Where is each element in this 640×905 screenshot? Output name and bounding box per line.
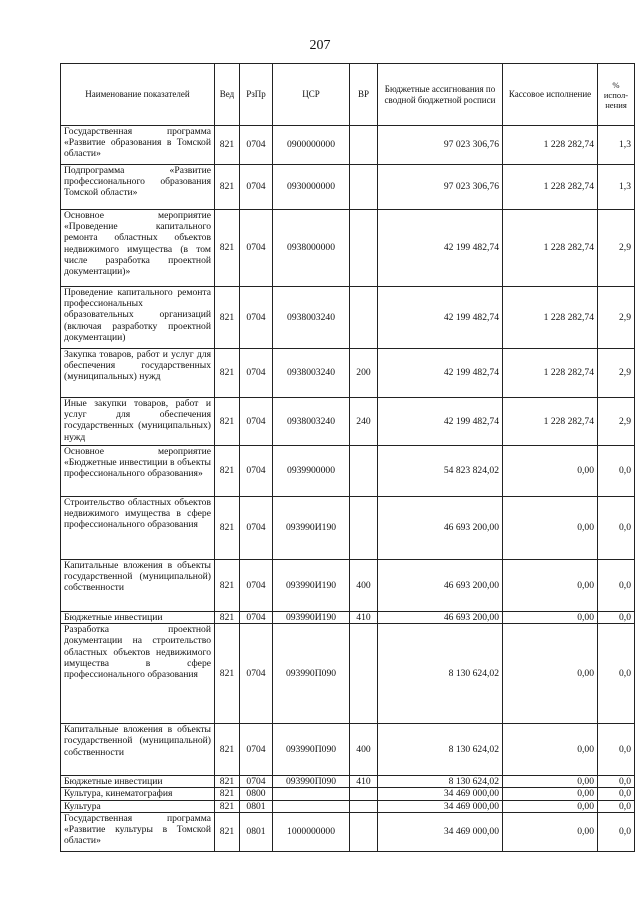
header-ved: Вед [215, 64, 240, 126]
cell-rzpr: 0704 [240, 560, 273, 612]
cell-ved: 821 [215, 560, 240, 612]
cell-vr [350, 210, 378, 287]
cell-vr: 240 [350, 398, 378, 446]
table-row [61, 126, 635, 165]
cell-name: Бюджетные инвестиции [61, 776, 215, 788]
cell-pct: 0,0 [598, 800, 635, 812]
cell-vr: 200 [350, 349, 378, 398]
cell-name: Культура [61, 800, 215, 812]
cell-pct: 2,9 [598, 398, 635, 446]
cell-budget: 34 469 000,00 [378, 812, 503, 851]
cell-ved: 821 [215, 800, 240, 812]
cell-budget: 97 023 306,76 [378, 126, 503, 165]
cell-name: Основное мероприятие «Проведение капитального ремонта областных объектов недвижимого имущества (в том числе разработка проектной документации)» [61, 210, 215, 287]
cell-vr: 410 [350, 776, 378, 788]
header-rzpr: РзПр [240, 64, 273, 126]
cell-pct: 0,0 [598, 446, 635, 497]
cell-rzpr: 0704 [240, 126, 273, 165]
cell-ved: 821 [215, 398, 240, 446]
cell-name: Строительство областных объектов недвижимого имущества в сфере профессионального образования [61, 497, 215, 560]
table-row [61, 776, 635, 788]
cell-csr: 0939900000 [273, 446, 350, 497]
cell-cash: 0,00 [503, 812, 598, 851]
header-csr: ЦСР [273, 64, 350, 126]
header-budget: Бюджетные ассигнования по сводной бюджетной росписи [378, 64, 503, 126]
cell-csr: 093990П090 [273, 624, 350, 724]
cell-ved: 821 [215, 165, 240, 210]
cell-ved: 821 [215, 287, 240, 349]
cell-csr: 093990И190 [273, 560, 350, 612]
cell-budget: 42 199 482,74 [378, 287, 503, 349]
table-row [61, 812, 635, 851]
cell-budget: 34 469 000,00 [378, 800, 503, 812]
cell-name: Проведение капитального ремонта профессиональных образовательных организаций (включая разработку проектной документации) [61, 287, 215, 349]
cell-pct: 2,9 [598, 287, 635, 349]
cell-name: Подпрограмма «Развитие профессионального образования Томской области» [61, 165, 215, 210]
table-body [61, 126, 635, 852]
cell-name: Государственная программа «Развитие культуры в Томской области» [61, 812, 215, 851]
table-row [61, 612, 635, 624]
cell-rzpr: 0704 [240, 210, 273, 287]
cell-vr [350, 812, 378, 851]
cell-rzpr: 0704 [240, 724, 273, 776]
cell-ved: 821 [215, 210, 240, 287]
table-row [61, 624, 635, 724]
cell-cash: 1 228 282,74 [503, 287, 598, 349]
cell-name: Разработка проектной документации на строительство областных объектов недвижимого имущества в сфере профессионального образования [61, 624, 215, 724]
cell-vr [350, 287, 378, 349]
cell-ved: 821 [215, 812, 240, 851]
cell-vr: 400 [350, 724, 378, 776]
cell-csr: 0900000000 [273, 126, 350, 165]
table-row [61, 349, 635, 398]
cell-vr [350, 165, 378, 210]
cell-pct: 0,0 [598, 776, 635, 788]
cell-ved: 821 [215, 497, 240, 560]
cell-budget: 8 130 624,02 [378, 624, 503, 724]
cell-budget: 42 199 482,74 [378, 349, 503, 398]
budget-table [60, 63, 635, 852]
table-row [61, 800, 635, 812]
cell-pct: 2,9 [598, 349, 635, 398]
cell-pct: 0,0 [598, 497, 635, 560]
cell-rzpr: 0704 [240, 776, 273, 788]
cell-ved: 821 [215, 349, 240, 398]
cell-rzpr: 0704 [240, 165, 273, 210]
cell-vr [350, 497, 378, 560]
cell-rzpr: 0801 [240, 812, 273, 851]
cell-budget: 46 693 200,00 [378, 560, 503, 612]
cell-csr [273, 800, 350, 812]
table-row [61, 497, 635, 560]
cell-cash: 0,00 [503, 800, 598, 812]
cell-name: Культура, кинематография [61, 788, 215, 800]
cell-ved: 821 [215, 446, 240, 497]
header-vr: ВР [350, 64, 378, 126]
cell-rzpr: 0704 [240, 446, 273, 497]
cell-vr: 410 [350, 612, 378, 624]
table-row [61, 560, 635, 612]
cell-rzpr: 0704 [240, 398, 273, 446]
cell-rzpr: 0801 [240, 800, 273, 812]
cell-rzpr: 0704 [240, 287, 273, 349]
cell-pct: 0,0 [598, 812, 635, 851]
table-row [61, 446, 635, 497]
cell-csr: 0938000000 [273, 210, 350, 287]
cell-csr: 0938003240 [273, 349, 350, 398]
table-row [61, 165, 635, 210]
cell-name: Основное мероприятие «Бюджетные инвестиции в объекты профессионального образования» [61, 446, 215, 497]
cell-pct: 1,3 [598, 165, 635, 210]
cell-csr: 093990И190 [273, 612, 350, 624]
cell-cash: 0,00 [503, 560, 598, 612]
header-name: Наименование показателей [61, 64, 215, 126]
cell-cash: 0,00 [503, 497, 598, 560]
cell-pct: 0,0 [598, 624, 635, 724]
cell-budget: 34 469 000,00 [378, 788, 503, 800]
cell-name: Капитальные вложения в объекты государственной (муниципальной) собственности [61, 560, 215, 612]
cell-cash: 0,00 [503, 612, 598, 624]
cell-csr: 093990П090 [273, 776, 350, 788]
cell-cash: 0,00 [503, 624, 598, 724]
cell-vr [350, 800, 378, 812]
cell-vr [350, 446, 378, 497]
cell-cash: 1 228 282,74 [503, 126, 598, 165]
cell-name: Иные закупки товаров, работ и услуг для обеспечения государственных (муниципальных) нужд [61, 398, 215, 446]
table-row [61, 788, 635, 800]
cell-cash: 1 228 282,74 [503, 210, 598, 287]
cell-cash: 1 228 282,74 [503, 349, 598, 398]
cell-csr: 0938003240 [273, 398, 350, 446]
cell-pct: 0,0 [598, 724, 635, 776]
cell-csr: 0938003240 [273, 287, 350, 349]
cell-cash: 0,00 [503, 776, 598, 788]
cell-csr: 093990И190 [273, 497, 350, 560]
cell-cash: 0,00 [503, 788, 598, 800]
table-header-row [61, 64, 635, 126]
cell-pct: 0,0 [598, 612, 635, 624]
cell-ved: 821 [215, 624, 240, 724]
cell-ved: 821 [215, 788, 240, 800]
cell-rzpr: 0800 [240, 788, 273, 800]
cell-pct: 0,0 [598, 788, 635, 800]
cell-rzpr: 0704 [240, 497, 273, 560]
cell-pct: 0,0 [598, 560, 635, 612]
cell-budget: 8 130 624,02 [378, 776, 503, 788]
cell-ved: 821 [215, 724, 240, 776]
cell-cash: 0,00 [503, 724, 598, 776]
table-row [61, 210, 635, 287]
cell-name: Государственная программа «Развитие образования в Томской области» [61, 126, 215, 165]
cell-pct: 1,3 [598, 126, 635, 165]
cell-budget: 8 130 624,02 [378, 724, 503, 776]
table-row [61, 287, 635, 349]
cell-name: Капитальные вложения в объекты государственной (муниципальной) собственности [61, 724, 215, 776]
cell-rzpr: 0704 [240, 349, 273, 398]
cell-budget: 42 199 482,74 [378, 210, 503, 287]
page-number: 207 [309, 38, 331, 53]
cell-vr [350, 624, 378, 724]
cell-rzpr: 0704 [240, 624, 273, 724]
cell-ved: 821 [215, 126, 240, 165]
cell-name: Бюджетные инвестиции [61, 612, 215, 624]
cell-cash: 0,00 [503, 446, 598, 497]
cell-csr: 093990П090 [273, 724, 350, 776]
header-pct: % испол-нения [598, 64, 635, 126]
cell-budget: 54 823 824,02 [378, 446, 503, 497]
cell-rzpr: 0704 [240, 612, 273, 624]
cell-ved: 821 [215, 612, 240, 624]
cell-name: Закупка товаров, работ и услуг для обеспечения государственных (муниципальных) нужд [61, 349, 215, 398]
cell-cash: 1 228 282,74 [503, 398, 598, 446]
cell-budget: 97 023 306,76 [378, 165, 503, 210]
cell-csr: 0930000000 [273, 165, 350, 210]
cell-vr: 400 [350, 560, 378, 612]
cell-budget: 42 199 482,74 [378, 398, 503, 446]
cell-csr [273, 788, 350, 800]
header-cash: Кассовое исполнение [503, 64, 598, 126]
cell-cash: 1 228 282,74 [503, 165, 598, 210]
cell-budget: 46 693 200,00 [378, 612, 503, 624]
cell-budget: 46 693 200,00 [378, 497, 503, 560]
table-row [61, 724, 635, 776]
cell-vr [350, 788, 378, 800]
cell-csr: 1000000000 [273, 812, 350, 851]
cell-ved: 821 [215, 776, 240, 788]
cell-pct: 2,9 [598, 210, 635, 287]
table-row [61, 398, 635, 446]
cell-vr [350, 126, 378, 165]
